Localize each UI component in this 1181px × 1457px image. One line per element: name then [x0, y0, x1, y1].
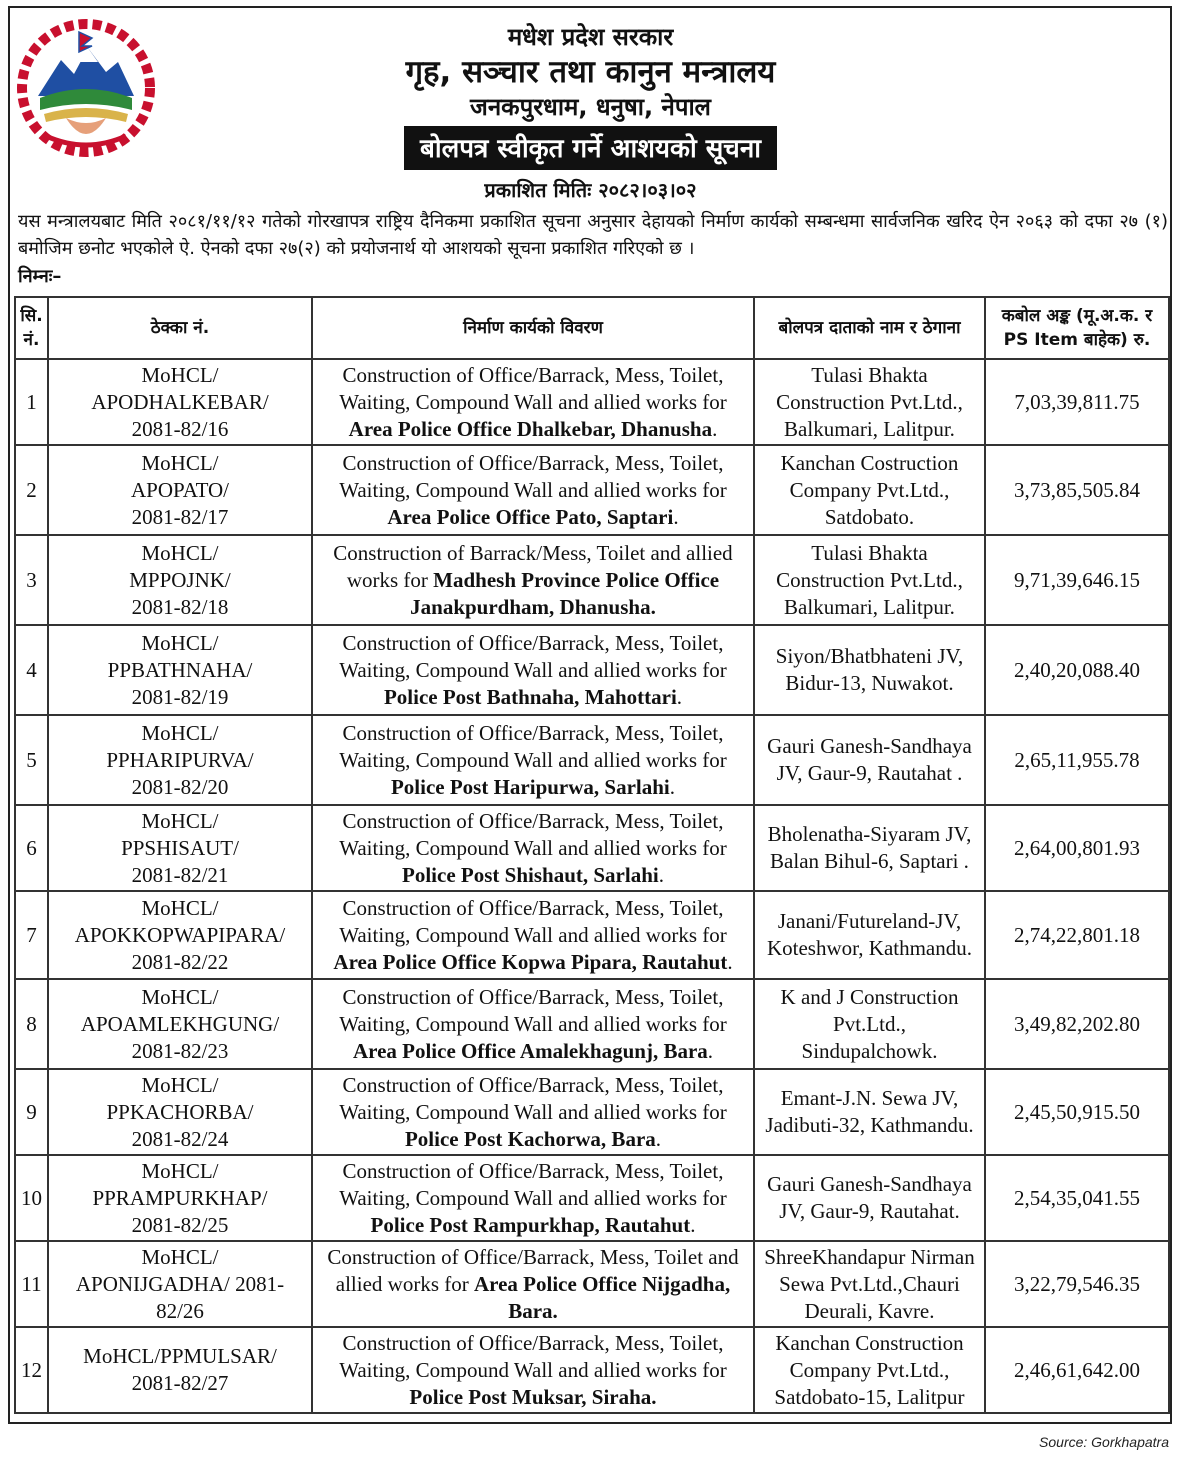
- project-name: Police Post Muksar, Siraha.: [409, 1384, 657, 1409]
- sn-value: 9: [26, 1099, 37, 1124]
- project-name: Area Police Office Pato, Saptari: [387, 504, 674, 529]
- amount-value: 3,49,82,202.80: [1014, 1011, 1140, 1036]
- cell-description: [312, 715, 754, 805]
- description-end: .: [727, 949, 733, 974]
- notice-title: बोलपत्र स्वीकृत गर्ने आशयको सूचना: [404, 126, 777, 170]
- header-contract-no: ठेक्का नं.: [48, 297, 312, 359]
- cell-sn: [15, 715, 48, 805]
- cell-sn: [15, 625, 48, 715]
- contract-line: PPKACHORBA/: [106, 1099, 254, 1124]
- amount-value: 2,64,00,801.93: [1014, 835, 1140, 860]
- description-text: Construction of Office/Barrack, Mess, Toilet and allied works for: [327, 1244, 739, 1296]
- bidder-line: Satdobato-15, Lalitpur: [774, 1384, 965, 1409]
- description-end: .: [655, 1126, 662, 1151]
- bidder-line: Company Pvt.Ltd.,: [789, 1357, 950, 1382]
- description-end: .: [707, 1038, 714, 1063]
- cell-contract-no: [48, 979, 312, 1069]
- sn-value: 8: [26, 1011, 37, 1036]
- cell-bidder: [754, 535, 985, 625]
- cell-contract-no: [48, 805, 312, 891]
- contract-line: 2081-82/16: [131, 416, 229, 441]
- published-date: प्रकाशित मितिः २०८२।०३।०२: [484, 178, 697, 202]
- contract-line: MoHCL/: [141, 630, 219, 655]
- cell-description: [312, 445, 754, 535]
- bidder-line: Tulasi Bhakta: [811, 540, 928, 565]
- sn-value: 5: [26, 747, 37, 772]
- contract-line: 2081-82/19: [131, 684, 229, 709]
- sn-value: 10: [21, 1185, 42, 1210]
- contract-line: MoHCL/: [141, 895, 219, 920]
- contract-line: MoHCL/: [141, 720, 219, 745]
- cell-amount: [985, 979, 1169, 1069]
- table-row: [15, 715, 1169, 805]
- contract-line: 2081-82/17: [131, 504, 229, 529]
- amount-value: 9,71,39,646.15: [1014, 567, 1140, 592]
- contract-line: PPRAMPURKHAP/: [92, 1185, 268, 1210]
- description-text: Construction of Office/Barrack, Mess, Toilet, Waiting, Compound Wall and allied works for: [339, 630, 727, 682]
- description-text: Construction of Office/Barrack, Mess, Toilet, Waiting, Compound Wall and allied works for: [339, 1072, 727, 1124]
- table-row: [15, 805, 1169, 891]
- contract-line: MoHCL/: [141, 450, 219, 475]
- cell-sn: [15, 535, 48, 625]
- award-table: [14, 296, 1170, 1414]
- description-end: .: [676, 684, 683, 709]
- cell-contract-no: [48, 625, 312, 715]
- project-name: Police Post Rampurkhap, Rautahut: [370, 1212, 691, 1237]
- cell-bidder: [754, 359, 985, 445]
- cell-description: [312, 535, 754, 625]
- below-label: निम्नः–: [18, 266, 62, 287]
- bidder-line: JV, Gaur-9, Rautahat.: [779, 1199, 960, 1223]
- cell-description: [312, 891, 754, 979]
- cell-contract-no: [48, 1155, 312, 1241]
- cell-amount: [985, 715, 1169, 805]
- contract-line: 2081-82/24: [131, 1126, 229, 1151]
- bidder-line: Jadibuti-32, Kathmandu.: [765, 1113, 974, 1137]
- contract-line: 2081-82/18: [131, 594, 229, 619]
- bidder-line: Deurali, Kavre.: [804, 1298, 935, 1323]
- bidder-line: Bholenatha-Siyaram JV,: [767, 822, 972, 846]
- bidder-line: Sindupalchowk.: [801, 1038, 938, 1063]
- contract-line: 2081-82/25: [131, 1212, 229, 1237]
- sn-value: 11: [21, 1271, 42, 1296]
- contract-line: MoHCL/: [141, 1072, 219, 1097]
- table-row: [15, 625, 1169, 715]
- cell-bidder: [754, 979, 985, 1069]
- description-text: Construction of Office/Barrack, Mess, Toilet, Waiting, Compound Wall and allied works for: [339, 1330, 727, 1382]
- description-end: .: [673, 504, 679, 529]
- sn-value: 12: [21, 1357, 42, 1382]
- contract-line: APOKKOPWAPIPARA/: [74, 922, 286, 947]
- sn-value: 3: [26, 567, 37, 592]
- project-name: Area Police Office Dhalkebar, Dhanusha: [348, 416, 713, 441]
- amount-value: 7,03,39,811.75: [1014, 389, 1140, 414]
- bidder-line: Tulasi Bhakta: [811, 362, 928, 387]
- cell-sn: [15, 1327, 48, 1413]
- bidder-line: Emant-J.N. Sewa JV,: [780, 1086, 959, 1110]
- sn-value: 1: [26, 389, 37, 414]
- project-name: Area Police Office Kopwa Pipara, Rautahut: [333, 949, 728, 974]
- project-name: Madhesh Province Police Office Janakpurdham, Dhanusha.: [410, 567, 720, 619]
- contract-line: 2081-82/27: [131, 1371, 229, 1395]
- project-name: Police Post Haripurwa, Sarlahi: [390, 774, 670, 799]
- header-sn: सि. नं.: [15, 297, 48, 359]
- bidder-line: Pvt.Ltd.,: [833, 1011, 906, 1036]
- description-end: .: [658, 862, 664, 887]
- cell-sn: [15, 891, 48, 979]
- cell-contract-no: [48, 1069, 312, 1155]
- cell-sn: [15, 359, 48, 445]
- government-name: मधेश प्रदेश सरकार: [507, 23, 674, 51]
- description-text: Construction of Office/Barrack, Mess, Toilet, Waiting, Compound Wall and allied works for: [339, 895, 727, 947]
- sn-value: 4: [26, 657, 37, 682]
- description-text: Construction of Barrack/Mess, Toilet and allied works for: [333, 540, 733, 592]
- source-credit: Source: Gorkhapatra: [1039, 1434, 1169, 1450]
- description-end: .: [690, 1212, 696, 1237]
- bidder-line: Janani/Futureland-JV,: [777, 909, 962, 933]
- cell-contract-no: [48, 715, 312, 805]
- table-row: [15, 1327, 1169, 1413]
- description-text: Construction of Office/Barrack, Mess, Toilet, Waiting, Compound Wall and allied works for: [339, 984, 727, 1036]
- contract-line: APOPATO/: [130, 477, 230, 502]
- project-name: Police Post Kachorwa, Bara: [404, 1126, 656, 1151]
- cell-sn: [15, 805, 48, 891]
- cell-bidder: [754, 625, 985, 715]
- table-row: [15, 979, 1169, 1069]
- contract-line: 2081-82/22: [131, 949, 229, 974]
- ministry-name: गृह, सञ्चार तथा कानुन मन्त्रालय: [405, 54, 776, 90]
- table-row: [15, 445, 1169, 535]
- cell-sn: [15, 1241, 48, 1327]
- project-name: Area Police Office Amalekhagunj, Bara: [352, 1038, 708, 1063]
- amount-value: 2,74,22,801.18: [1014, 922, 1140, 947]
- cell-contract-no: [48, 445, 312, 535]
- sn-value: 6: [26, 835, 37, 860]
- cell-description: [312, 1155, 754, 1241]
- cell-bidder: [754, 1327, 985, 1413]
- description-text: Construction of Office/Barrack, Mess, Toilet, Waiting, Compound Wall and allied works for: [339, 808, 727, 860]
- bidder-line: Construction Pvt.Ltd.,: [776, 389, 963, 414]
- contract-line: MoHCL/: [141, 1244, 219, 1269]
- bidder-line: Bidur-13, Nuwakot.: [785, 671, 954, 695]
- cell-sn: [15, 979, 48, 1069]
- table-row: [15, 1155, 1169, 1241]
- description-text: Construction of Office/Barrack, Mess, Toilet, Waiting, Compound Wall and allied works for: [339, 1158, 727, 1210]
- table-header-row: [15, 297, 1169, 359]
- description-end: .: [669, 774, 676, 799]
- bidder-line: Koteshwor, Kathmandu.: [766, 936, 973, 960]
- amount-value: 2,46,61,642.00: [1014, 1357, 1140, 1382]
- contract-line: MPPOJNK/: [129, 567, 231, 592]
- bidder-line: ShreeKhandapur Nirman: [764, 1244, 975, 1269]
- cell-contract-no: [48, 891, 312, 979]
- cell-description: [312, 805, 754, 891]
- cell-description: [312, 1241, 754, 1327]
- cell-description: [312, 359, 754, 445]
- contract-line: APOAMLEKHGUNG/: [80, 1011, 280, 1036]
- bidder-line: Sewa Pvt.Ltd.,Chauri: [779, 1271, 960, 1296]
- table-row: [15, 1241, 1169, 1327]
- cell-amount: [985, 1241, 1169, 1327]
- cell-bidder: [754, 715, 985, 805]
- description-text: Construction of Office/Barrack, Mess, Toilet, Waiting, Compound Wall and allied works for: [339, 362, 727, 414]
- bidder-line: Construction Pvt.Ltd.,: [776, 567, 963, 592]
- cell-sn: [15, 1155, 48, 1241]
- cell-description: [312, 625, 754, 715]
- cell-amount: [985, 805, 1169, 891]
- cell-amount: [985, 1327, 1169, 1413]
- header-amount: कबोल अङ्क (मू.अ.क. र PS Item बाहेक) रु.: [985, 297, 1169, 359]
- bidder-line: JV, Gaur-9, Rautahat .: [776, 761, 963, 785]
- cell-description: [312, 1327, 754, 1413]
- contract-line: MoHCL/: [141, 984, 219, 1009]
- cell-contract-no: [48, 359, 312, 445]
- cell-bidder: [754, 891, 985, 979]
- header-description: निर्माण कार्यको विवरण: [312, 297, 754, 359]
- cell-sn: [15, 445, 48, 535]
- sn-value: 7: [26, 922, 37, 947]
- cell-amount: [985, 1155, 1169, 1241]
- contract-line: 2081-82/21: [131, 862, 229, 887]
- cell-amount: [985, 535, 1169, 625]
- bidder-line: Satdobato.: [824, 504, 915, 529]
- description-end: .: [712, 416, 718, 441]
- project-name: Area Police Office Nijgadha, Bara.: [474, 1271, 731, 1323]
- table-row: [15, 359, 1169, 445]
- amount-value: 2,40,20,088.40: [1014, 657, 1140, 682]
- amount-value: 2,45,50,915.50: [1014, 1099, 1140, 1124]
- table-row: [15, 891, 1169, 979]
- project-name: Police Post Shishaut, Sarlahi: [402, 862, 659, 887]
- bidder-line: Balkumari, Lalitpur.: [784, 594, 955, 619]
- contract-line: MoHCL/: [141, 808, 219, 833]
- table-row: [15, 1069, 1169, 1155]
- contract-line: PPSHISAUT/: [121, 835, 239, 860]
- contract-line: MoHCL/: [141, 362, 219, 387]
- cell-bidder: [754, 1241, 985, 1327]
- cell-amount: [985, 445, 1169, 535]
- contract-line: PPHARIPURVA/: [106, 747, 254, 772]
- cell-contract-no: [48, 535, 312, 625]
- intro-paragraph: यस मन्त्रालयबाट मिति २०८१/११/१२ गतेको गोरखापत्र राष्ट्रिय दैनिकमा प्रकाशित सूचना अनुसार देहायको निर्माण कार्यको सम्बन्धमा सार्वजनिक खरिद ऐन २०६३ को दफा २७ (१) बमोजिम छनोट भएकोले ऐ. ऐनको दफा २७(२) को प्रयोजनार्थ यो आशयको सूचना प्रकाशित गरिएको छ ।: [18, 211, 1168, 259]
- contract-line: APODHALKEBAR/: [91, 389, 269, 414]
- bidder-line: Gauri Ganesh-Sandhaya: [767, 734, 972, 758]
- bidder-line: Gauri Ganesh-Sandhaya: [767, 1172, 972, 1196]
- description-text: Construction of Office/Barrack, Mess, Toilet, Waiting, Compound Wall and allied works for: [339, 720, 727, 772]
- cell-bidder: [754, 1069, 985, 1155]
- cell-bidder: [754, 1155, 985, 1241]
- cell-bidder: [754, 805, 985, 891]
- cell-contract-no: [48, 1327, 312, 1413]
- cell-amount: [985, 891, 1169, 979]
- contract-line: 82/26: [156, 1298, 204, 1323]
- bidder-line: Kanchan Costruction: [780, 450, 959, 475]
- amount-value: 3,73,85,505.84: [1014, 477, 1140, 502]
- cell-amount: [985, 359, 1169, 445]
- bidder-line: Siyon/Bhatbhateni JV,: [775, 644, 964, 668]
- contract-line: MoHCL/: [141, 1158, 219, 1183]
- cell-sn: [15, 1069, 48, 1155]
- cell-amount: [985, 1069, 1169, 1155]
- bidder-line: Balkumari, Lalitpur.: [784, 416, 955, 441]
- contract-line: APONIJGADHA/ 2081-: [75, 1271, 285, 1296]
- amount-value: 2,54,35,041.55: [1014, 1185, 1140, 1210]
- bidder-line: Balan Bihul-6, Saptari .: [770, 849, 969, 873]
- table-row: [15, 535, 1169, 625]
- contract-line: 2081-82/23: [131, 1038, 229, 1063]
- contract-line: MoHCL/: [141, 540, 219, 565]
- cell-description: [312, 1069, 754, 1155]
- contract-line: PPBATHNAHA/: [107, 657, 253, 682]
- contract-line: MoHCL/PPMULSAR/: [83, 1344, 277, 1368]
- amount-value: 3,22,79,546.35: [1014, 1271, 1140, 1296]
- contract-line: 2081-82/20: [131, 774, 229, 799]
- cell-description: [312, 979, 754, 1069]
- cell-bidder: [754, 445, 985, 535]
- sn-value: 2: [26, 477, 37, 502]
- bidder-line: K and J Construction: [780, 984, 959, 1009]
- bidder-line: Kanchan Construction: [775, 1330, 964, 1355]
- cell-amount: [985, 625, 1169, 715]
- project-name: Police Post Bathnaha, Mahottari: [383, 684, 677, 709]
- bidder-line: Company Pvt.Ltd.,: [789, 477, 950, 502]
- ministry-location: जनकपुरधाम, धनुषा, नेपाल: [470, 93, 711, 121]
- amount-value: 2,65,11,955.78: [1014, 747, 1140, 772]
- cell-contract-no: [48, 1241, 312, 1327]
- description-text: Construction of Office/Barrack, Mess, Toilet, Waiting, Compound Wall and allied works for: [339, 450, 727, 502]
- header-bidder: बोलपत्र दाताको नाम र ठेगाना: [754, 297, 985, 359]
